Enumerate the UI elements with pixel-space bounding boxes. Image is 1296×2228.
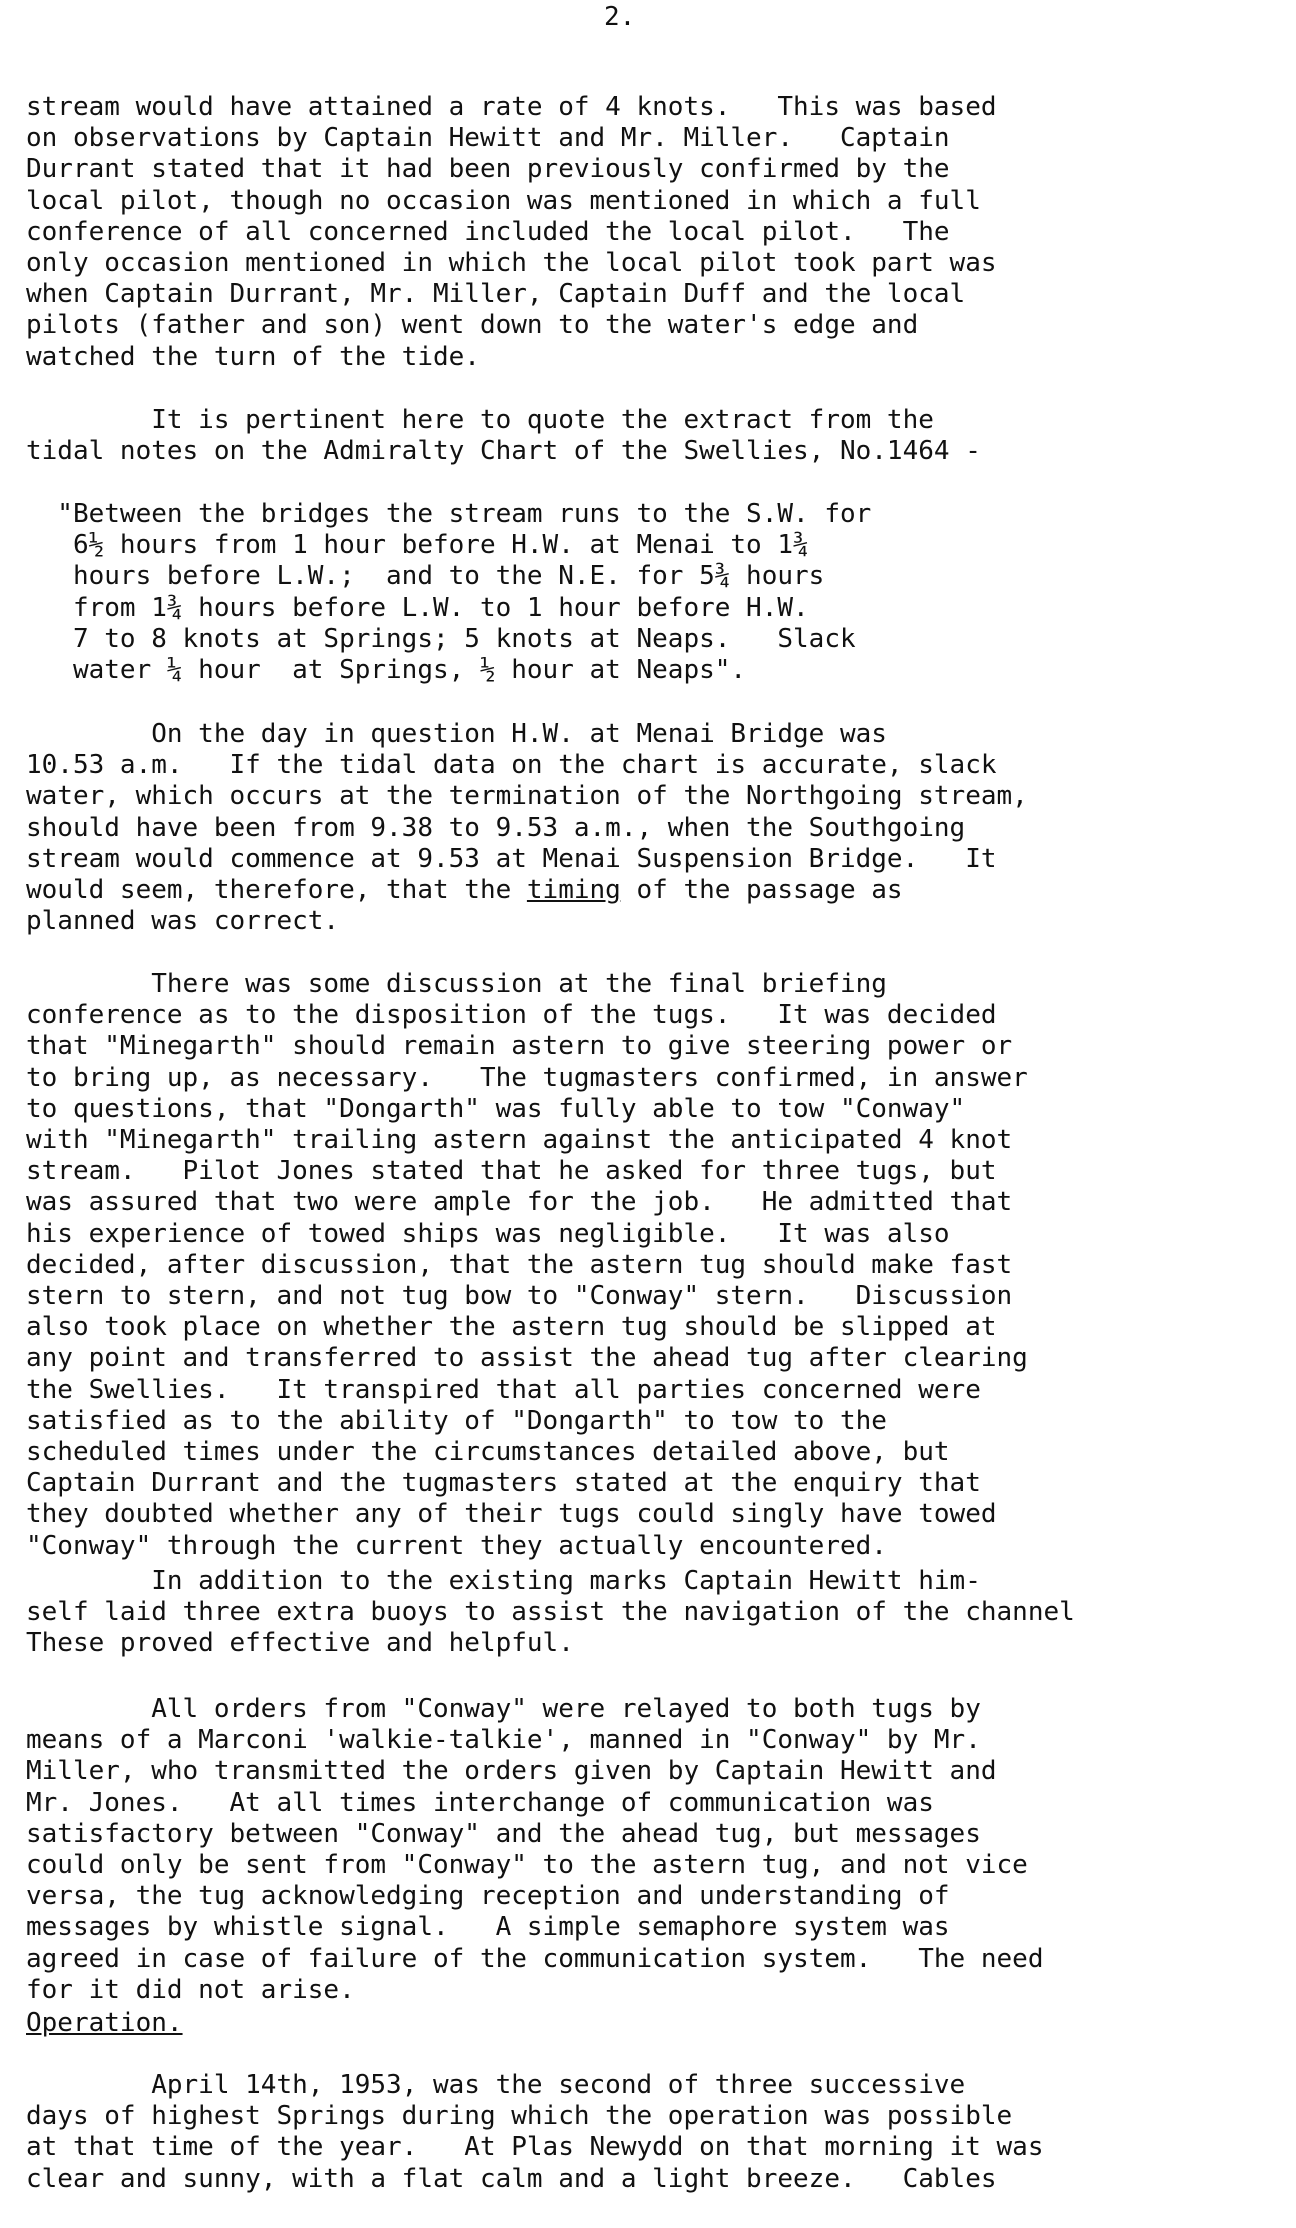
paragraph-communications: All orders from "Conway" were relayed to both tugs by means of a Marconi 'walkie-talkie', manned in "Conway" by Mr. Miller, who transmitted the orders given by Captain Hewitt and Mr. Jones. At all times interchange of communication was satisfactory between "Conway" and the ahead tug, but messages could only be sent from "Conway" to the astern tug, and not vice versa, the tug acknowledging reception and understanding of messages by whistle signal. A simple semaphore system was agreed in case of failure of the communication system. The need for it did not arise. — [26, 1694, 1044, 2005]
underlined-word-timing: timing — [526, 875, 621, 906]
page-number: 2. — [604, 2, 636, 32]
paragraph-operation: April 14th, 1953, was the second of three successive days of highest Springs during which the operation was possible at that time of the year. At Plas Newydd on that morning it was clear and sunny, with a flat calm and a light breeze. Cables — [26, 2070, 1044, 2194]
paragraph-stream-rate: stream would have attained a rate of 4 knots. This was based on observations by Captain Hewitt and Mr. Miller. Captain Durrant stated that it had been previously confirmed by the local pilot, though no occasion was mentioned in which a full conference of all concerned included the local pilot. The only occasion mentioned in which the local pilot took part was when Captain Durrant, Mr. Miller, Captain Duff and the local pilots (father and son) went down to the water's edge and watched the turn of the tide. — [26, 92, 997, 372]
section-heading-operation: Operation. — [26, 2008, 183, 2038]
paragraph-timing: On the day in question H.W. at Menai Bridge was 10.53 a.m. If the tidal data on the chart is accurate, slack water, which occurs at the termination of the Northgoing stream, should have been from 9.38 to 9.53 a.m., when the Southgoing stream would commence at 9.53 at Menai Suspension Bridge. It would seem, therefore, that the timing of the passage as planned was correct. — [26, 719, 1028, 937]
paragraph-tug-disposition: There was some discussion at the final briefing conference as to the disposition of the tugs. It was decided that "Minegarth" should remain astern to give steering power or to bring up, as necessary. The tugmasters confirmed, in answer to questions, that "Dongarth" was fully able to tow "Conway" with "Minegarth" trailing astern against the anticipated 4 knot stream. Pilot Jones stated that he asked for three tugs, but was assured that two were ample for the job. He admitted that his experience of towed ships was negligible. It was also decided, after discussion, that the astern tug should make fast stern to stern, and not tug bow to "Conway" stern. Discussion also took place on whether the astern tug should be slipped at any point and transferred to assist the ahead tug after clearing the Swellies. It transpired that all parties concerned were satisfied as to the ability of "Dongarth" to tow to the scheduled times under the circumstances detailed above, but Captain Durrant and the tugmasters stated at the enquiry that they doubted whether any of their tugs could singly have towed "Conway" through the current they actually encountered. — [26, 969, 1028, 1561]
paragraph-tidal-notes-intro: It is pertinent here to quote the extract from the tidal notes on the Admiralty Chart of the Swellies, No.1464 - — [26, 405, 981, 467]
paragraph-buoys: In addition to the existing marks Captain Hewitt him- self laid three extra buoys to assist the navigation of the channel These proved effective and helpful. — [26, 1566, 1075, 1659]
quote-admiralty-chart: "Between the bridges the stream runs to the S.W. for 6½ hours from 1 hour before H.W. at Menai to 1¾ hours before L.W.; and to the N.E. for 5¾ hours from 1¾ hours before L.W. to 1 hour before H.W. 7 to 8 knots at Springs; 5 knots at Neaps. Slack water ¼ hour at Springs, ½ hour at Neaps". — [57, 499, 872, 686]
